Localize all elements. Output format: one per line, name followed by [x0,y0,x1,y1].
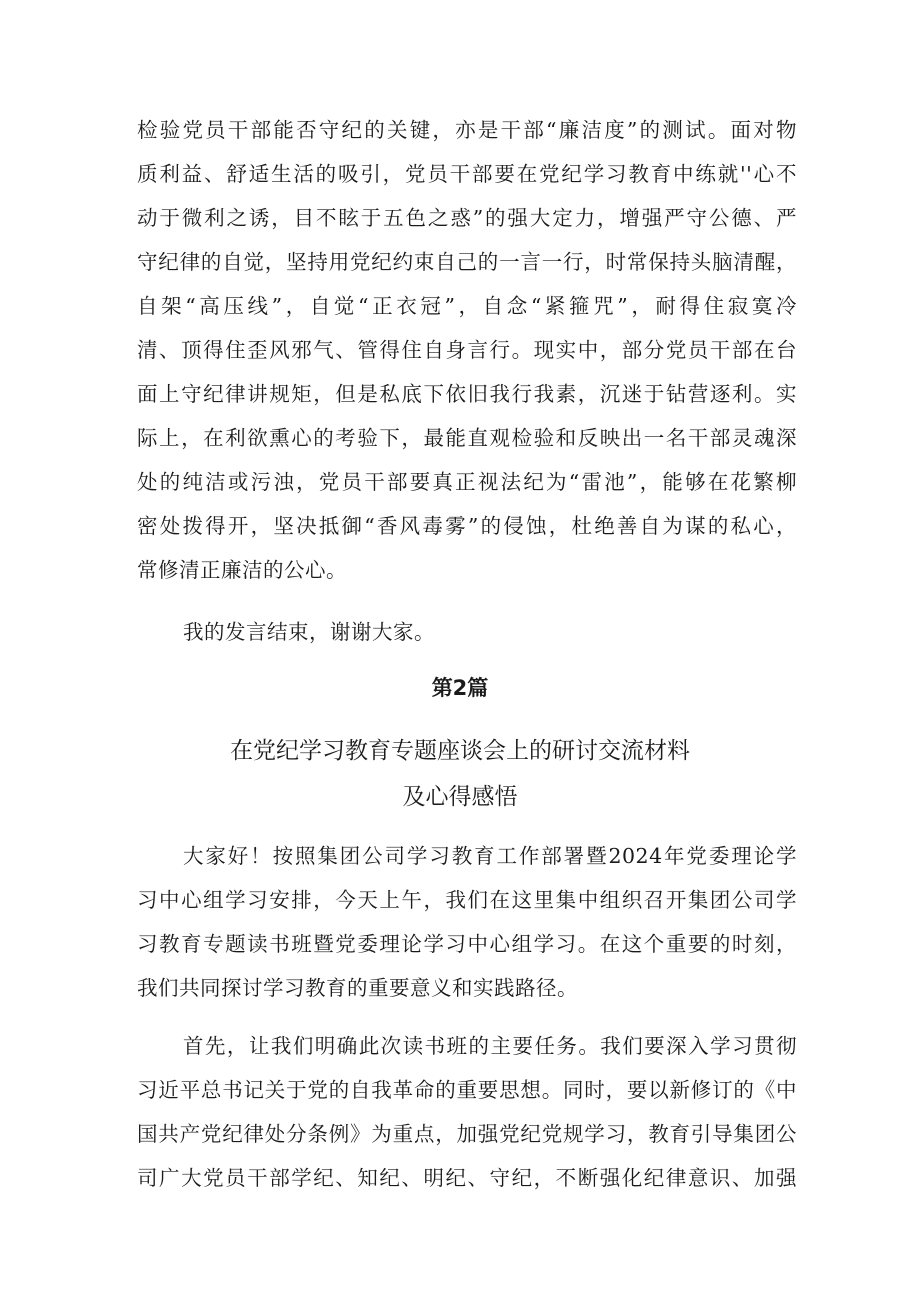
paragraph-line: 处的纯洁或污浊，党员干部要真正视法纪为“雷池”，能够在花繁柳 [137,470,797,494]
paragraph-line: 习教育专题读书班暨党委理论学习中心组学习。在这个重要的时刻， [137,932,797,956]
paragraph-line: 动于微利之诱，目不眩于五色之惑”的强大定力，增强严守公德、严 [137,206,797,230]
paragraph-line: 国共产党纪律处分条例》为重点，加强党纪党规学习，教育引导集团公 [137,1122,797,1146]
paragraph-line: 守纪律的自觉，坚持用党纪约束自己的一言一行，时常保持头脑清醒， [137,250,797,274]
paragraph-line: 我们共同探讨学习教育的重要意义和实践路径。 [137,976,578,1000]
paragraph-line: 际上，在利欲熏心的考验下，最能直观检验和反映出一名干部灵魂深 [137,426,797,450]
paragraph-line: 首先，让我们明确此次读书班的主要任务。我们要深入学习贯彻 [183,1034,797,1058]
paragraph-line: 清、顶得住歪风邪气、管得住自身言行。现实中，部分党员干部在台 [137,338,797,362]
paragraph-line: 习中心组学习安排，今天上午，我们在这里集中组织召开集团公司学 [137,888,797,912]
paragraph-line: 习近平总书记关于党的自我革命的重要思想。同时，要以新修订的《中 [137,1078,797,1102]
paragraph-line: 面上守纪律讲规矩，但是私底下依旧我行我素，沉迷于钻营逐利。实 [137,382,797,406]
paragraph-line: 常修清正廉洁的公心。 [137,558,347,582]
paragraph-line: 司广大党员干部学纪、知纪、明纪、守纪，不断强化纪律意识、加强 [137,1166,797,1190]
paragraph-line: 密处拨得开，坚决抵御“香风毒雾”的侵蚀，杜绝善自为谋的私心， [137,514,797,538]
chapter-label: 第2篇 [431,676,489,700]
paragraph-line: 质利益、舒适生活的吸引，党员干部要在党纪学习教育中练就''心不 [137,162,797,186]
closing-line: 我的发言结束，谢谢大家。 [183,620,435,644]
title-line: 及心得感悟 [402,784,518,810]
paragraph-line: 大家好！按照集团公司学习教育工作部署暨2024年党委理论学 [183,844,797,868]
paragraph-line: 检验党员干部能否守纪的关键，亦是干部“廉洁度”的测试。面对物 [137,118,797,142]
title-line: 在党纪学习教育专题座谈会上的研讨交流材料 [230,738,690,764]
paragraph-line: 自架“高压线”，自觉“正衣冠”，自念“紧箍咒”，耐得住寂寞冷 [137,294,797,318]
